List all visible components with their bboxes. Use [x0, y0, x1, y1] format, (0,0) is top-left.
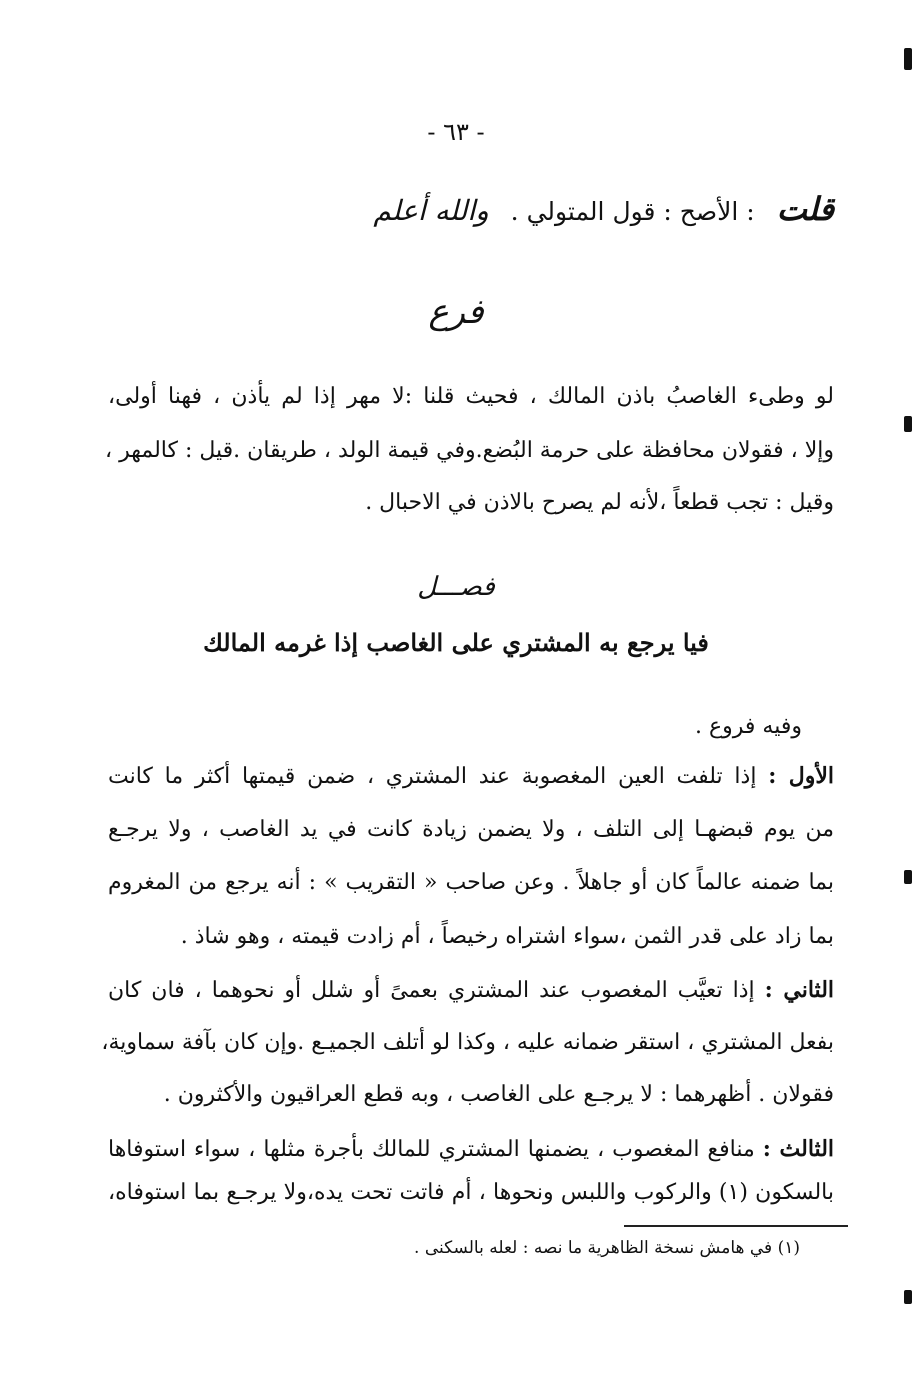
second-lead: الثاني : [764, 977, 835, 1003]
qult-line [373, 190, 834, 228]
first-line-3: بما ضمنه عالماً كان أو جاهلاً . وعن صاحب « التقريب » : أنه يرجع من المغروم [108, 870, 834, 895]
far3-line-3: وقيل : تجب قطعاً ،لأنه لم يصرح بالاذن في الاحبال . [365, 490, 834, 515]
second-line-1-text: إذا تعيَّب المغصوب عند المشتري بعمىً أو شلل أو نحوهما ، فان كان [108, 978, 755, 1003]
first-line-1-text: إذا تلفت العين المغصوبة عند المشتري ، ضمن قيمتها أكثر ما كانت [108, 764, 757, 789]
first-line-1 [108, 763, 834, 789]
far3-line-1: لو وطىء الغاصبُ باذن المالك ، فحيث قلنا :لا مهر إذا لم يأذن ، فهنا أولى، [108, 384, 834, 409]
page-number: - ٦٣ - [427, 118, 485, 146]
second-line-2: بفعل المشتري ، استقر ضمانه عليه ، وكذا لو أتلف الجميـع .وإن كان بآفة سماوية، [101, 1030, 834, 1055]
second-line-1 [108, 977, 834, 1003]
fasl-heading: فصـــل [417, 572, 495, 602]
scan-mark [904, 48, 912, 70]
first-lead: الأول : [768, 763, 834, 789]
third-line-2: بالسكون (١) والركوب واللبس ونحوها ، أم فاتت تحت يده،ولا يرجـع بما استوفاه، [108, 1180, 835, 1205]
second-line-3: فقولان . أظهرهما : لا يرجـع على الغاصب ، وبه قطع العراقيون والأكثرون . [163, 1082, 834, 1107]
third-line-1 [108, 1136, 834, 1162]
intro-line: وفيه فروع . [695, 714, 802, 739]
third-lead: الثالث : [762, 1136, 835, 1162]
fasl-title: فيا يرجع به المشتري على الغاصب إذا غرمه المالك [203, 628, 709, 657]
first-line-4: بما زاد على قدر الثمن ،سواء اشتراه رخيصاً ، أم زادت قيمته ، وهو شاذ . [180, 924, 834, 949]
footnote: (١) في هامش نسخة الظاهرية ما نصه : لعله بالسكنى . [414, 1238, 800, 1258]
first-line-2: من يوم قبضهـا إلى التلف ، ولا يضمن زيادة كانت في يد الغاصب ، ولا يرجـع [108, 817, 834, 842]
scan-mark [904, 1290, 912, 1304]
closing-phrase: والله أعلم [373, 194, 489, 227]
footnote-divider [624, 1225, 848, 1227]
qult-text: : الأصح : قول المتولي . [510, 197, 755, 226]
scan-mark [904, 870, 912, 884]
third-line-1-text: منافع المغصوب ، يضمنها المشتري للمالك بأجرة مثلها ، سواء استوفاها [108, 1137, 755, 1162]
scan-mark [904, 416, 912, 432]
far3-heading: فرع [428, 292, 484, 332]
far3-line-2: وإلا ، فقولان محافظة على حرمة البُضع.وفي قيمة الولد ، طريقان .قيل : كالمهر ، [105, 438, 834, 463]
qult-word: قلت [776, 190, 834, 228]
